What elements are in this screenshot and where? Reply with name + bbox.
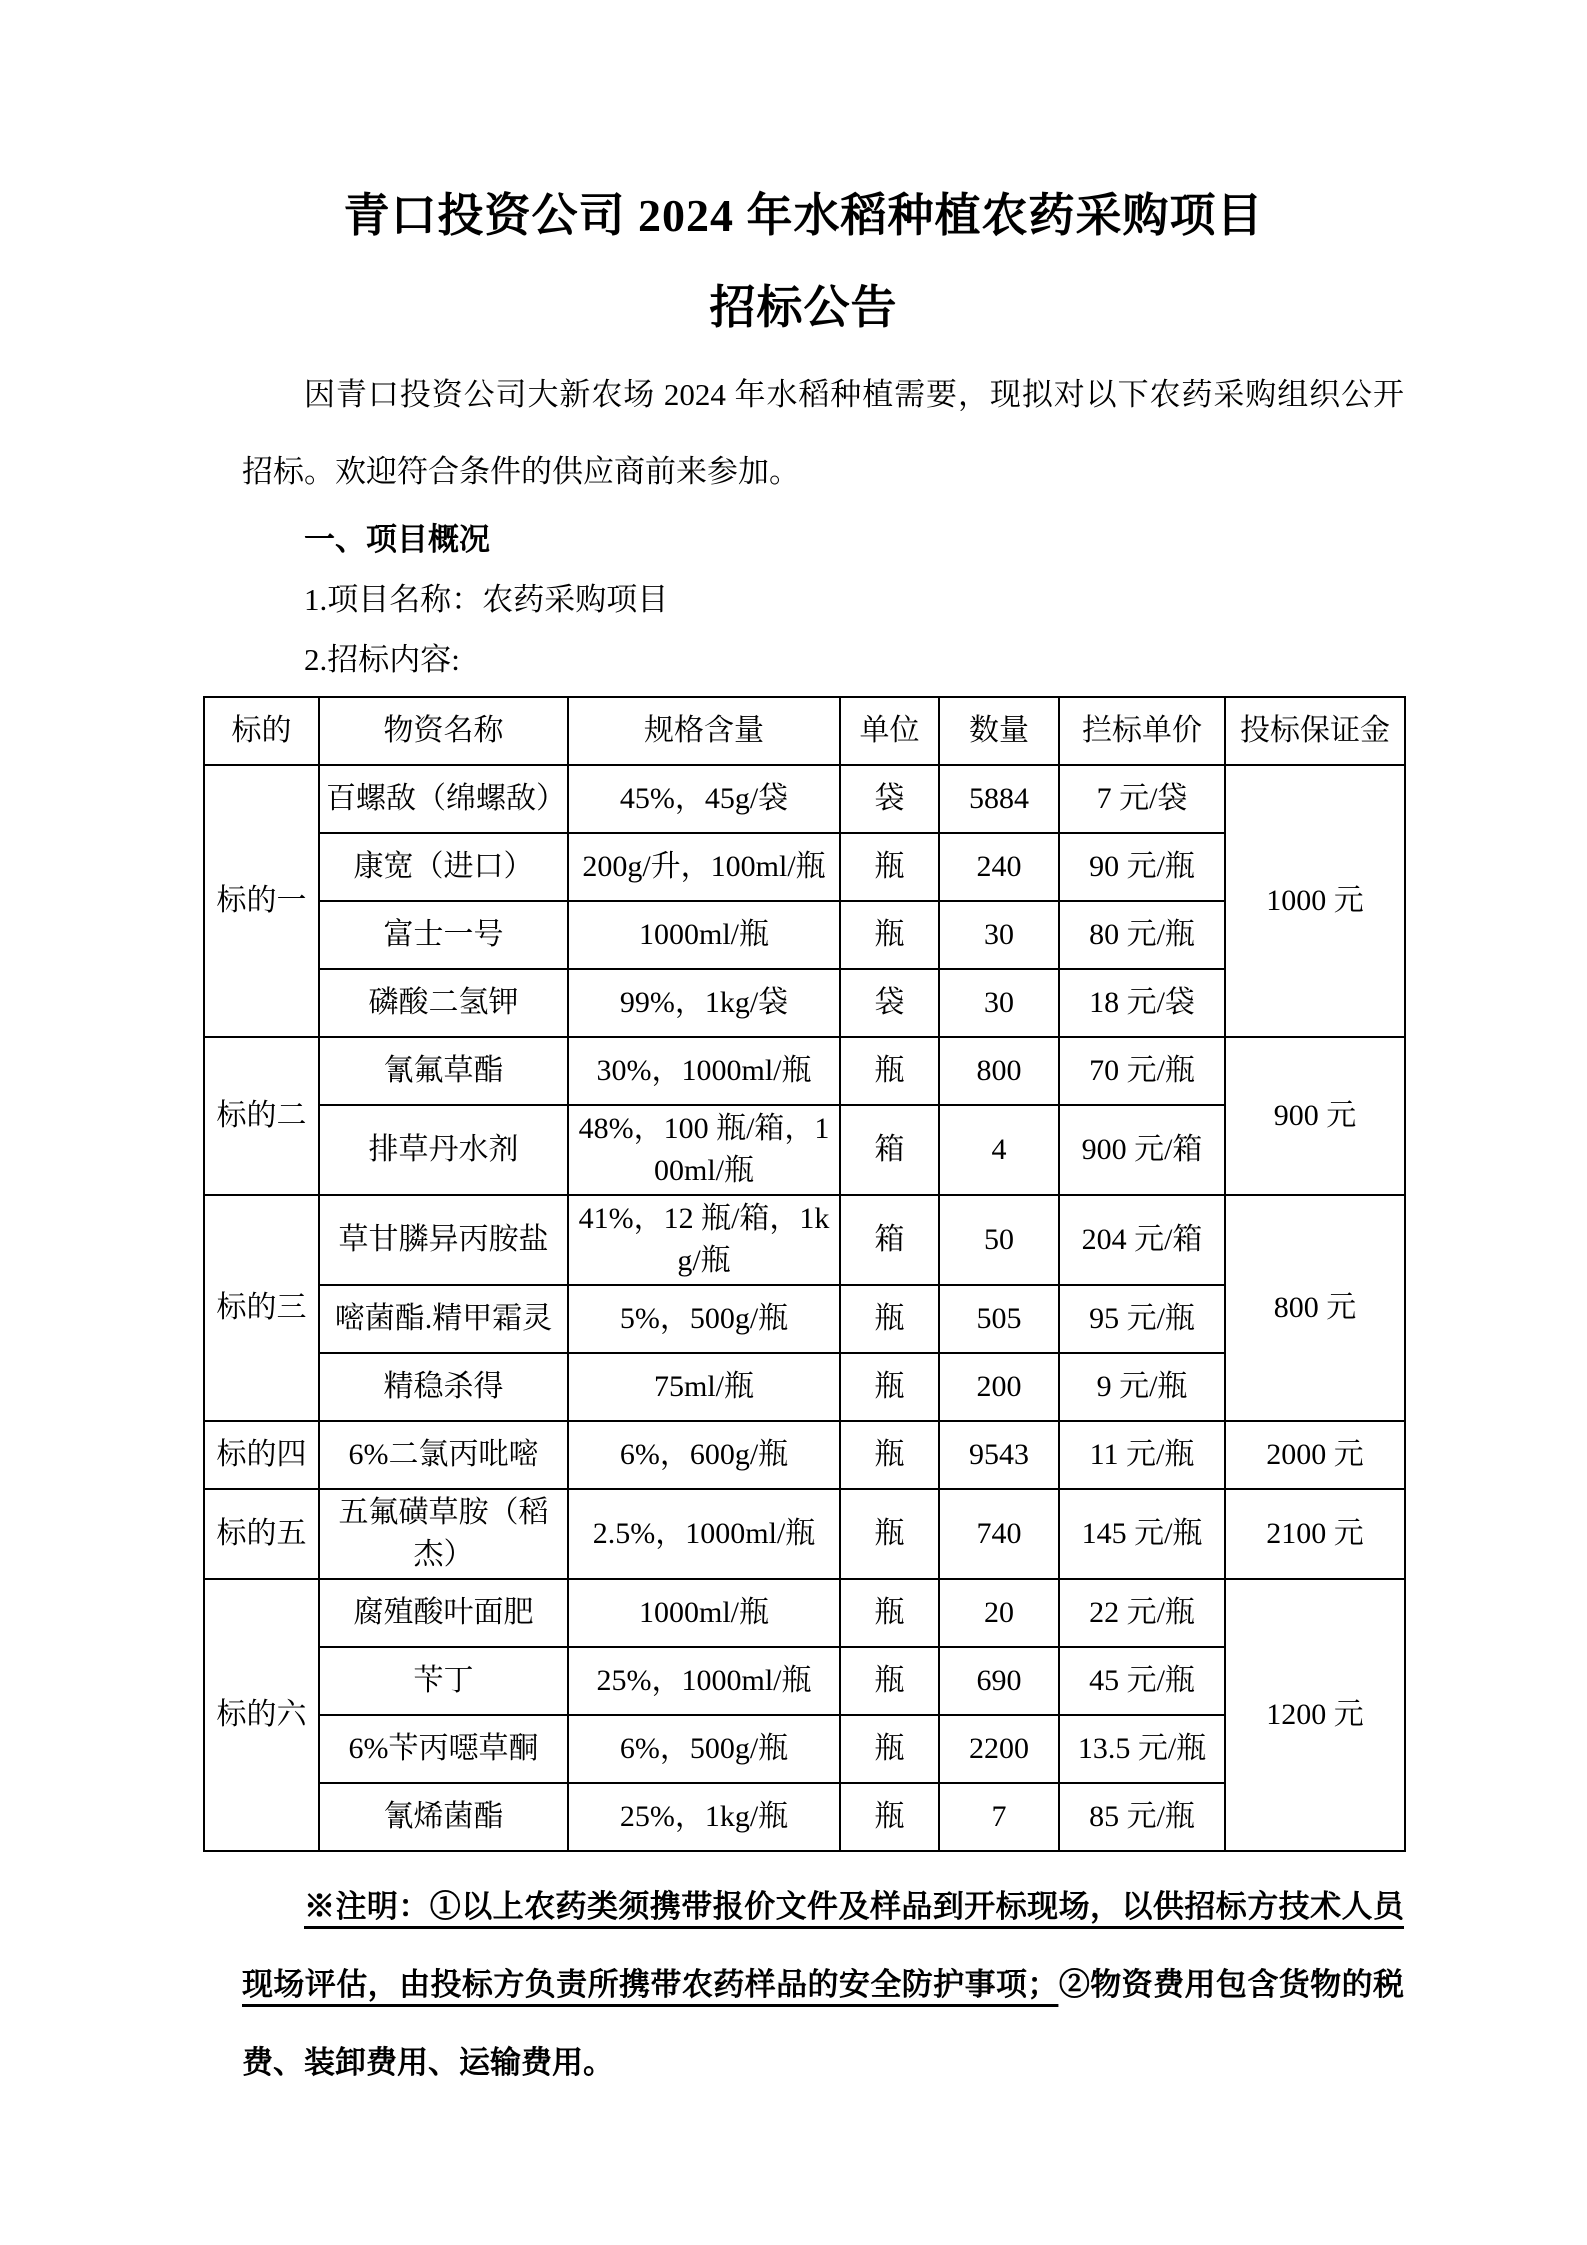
table-row [204,1489,1405,1579]
lot-label: 标的四 [204,1421,319,1489]
unit: 瓶 [840,1579,939,1647]
lot-label: 标的六 [204,1579,319,1851]
unit: 袋 [840,969,939,1037]
spec: 1000ml/瓶 [568,901,840,969]
table-header-row [204,697,1405,765]
spec: 75ml/瓶 [568,1353,840,1421]
unit: 瓶 [840,1783,939,1851]
cap-price: 85 元/瓶 [1059,1783,1225,1851]
table-row [204,1647,1405,1715]
header-quantity: 数量 [939,697,1059,765]
spec: 6%，500g/瓶 [568,1715,840,1783]
quantity: 9543 [939,1421,1059,1489]
spec: 1000ml/瓶 [568,1579,840,1647]
note-paragraph [242,1868,1404,2102]
header-material-name: 物资名称 [319,697,568,765]
cap-price: 95 元/瓶 [1059,1285,1225,1353]
material-name: 排草丹水剂 [319,1105,568,1195]
spec: 5%，500g/瓶 [568,1285,840,1353]
quantity: 240 [939,833,1059,901]
material-name: 6%苄丙噁草酮 [319,1715,568,1783]
spec: 25%，1000ml/瓶 [568,1647,840,1715]
quantity: 4 [939,1105,1059,1195]
lot-label: 标的一 [204,765,319,1037]
unit: 瓶 [840,1037,939,1105]
table-row [204,1037,1405,1105]
spec: 25%，1kg/瓶 [568,1783,840,1851]
material-name: 氰氟草酯 [319,1037,568,1105]
quantity: 800 [939,1037,1059,1105]
material-name: 精稳杀得 [319,1353,568,1421]
table-row [204,969,1405,1037]
cap-price: 70 元/瓶 [1059,1037,1225,1105]
cap-price: 9 元/瓶 [1059,1353,1225,1421]
material-name: 富士一号 [319,901,568,969]
table-row [204,901,1405,969]
section-heading-overview: 一、项目概况 [304,522,490,557]
spec: 6%，600g/瓶 [568,1421,840,1489]
unit: 瓶 [840,1353,939,1421]
quantity: 30 [939,969,1059,1037]
quantity: 50 [939,1195,1059,1285]
table-row [204,1421,1405,1489]
quantity: 2200 [939,1715,1059,1783]
cap-price: 900 元/箱 [1059,1105,1225,1195]
bid-content-line: 2.招标内容: [304,642,460,677]
project-name-line: 1.项目名称：农药采购项目 [304,582,669,617]
quantity: 30 [939,901,1059,969]
header-cap-price: 拦标单价 [1059,697,1225,765]
material-name: 康宽（进口） [319,833,568,901]
deposit: 900 元 [1225,1037,1405,1195]
cap-price: 145 元/瓶 [1059,1489,1225,1579]
deposit: 800 元 [1225,1195,1405,1421]
quantity: 740 [939,1489,1059,1579]
lot-label: 标的二 [204,1037,319,1195]
lot-label: 标的五 [204,1489,319,1579]
header-spec: 规格含量 [568,697,840,765]
deposit: 2000 元 [1225,1421,1405,1489]
cap-price: 45 元/瓶 [1059,1647,1225,1715]
spec: 30%，1000ml/瓶 [568,1037,840,1105]
header-lot: 标的 [204,697,319,765]
quantity: 690 [939,1647,1059,1715]
material-name: 五氟磺草胺（稻杰） [319,1489,568,1579]
spec: 200g/升，100ml/瓶 [568,833,840,901]
unit: 瓶 [840,833,939,901]
lot-label: 标的三 [204,1195,319,1421]
header-bid-deposit: 投标保证金 [1225,697,1405,765]
unit: 箱 [840,1195,939,1285]
quantity: 20 [939,1579,1059,1647]
table-row [204,1285,1405,1353]
table-row [204,765,1405,833]
spec: 48%，100 瓶/箱，100ml/瓶 [568,1105,840,1195]
spec: 2.5%，1000ml/瓶 [568,1489,840,1579]
table-row [204,1579,1405,1647]
page-title: 青口投资公司 2024 年水稻种植农药采购项目 [343,190,1264,241]
deposit: 1200 元 [1225,1579,1405,1851]
cap-price: 204 元/箱 [1059,1195,1225,1285]
cap-price: 80 元/瓶 [1059,901,1225,969]
table-row [204,1783,1405,1851]
procurement-table [203,696,1406,1852]
material-name: 嘧菌酯.精甲霜灵 [319,1285,568,1353]
quantity: 5884 [939,765,1059,833]
material-name: 6%二氯丙吡嘧 [319,1421,568,1489]
cap-price: 11 元/瓶 [1059,1421,1225,1489]
unit: 瓶 [840,1715,939,1783]
deposit: 2100 元 [1225,1489,1405,1579]
note-underlined-text: ※注明：①以上农药类须携带报价文件及样品到开标现场，以供招标方技术人员现场评估，由投标方负责所携带农药样品的安全防护事项； [242,1889,1404,2002]
cap-price: 18 元/袋 [1059,969,1225,1037]
unit: 瓶 [840,1285,939,1353]
unit: 袋 [840,765,939,833]
quantity: 200 [939,1353,1059,1421]
material-name: 百螺敌（绵螺敌） [319,765,568,833]
unit: 瓶 [840,1489,939,1579]
table-row [204,1715,1405,1783]
unit: 箱 [840,1105,939,1195]
material-name: 腐殖酸叶面肥 [319,1579,568,1647]
spec: 45%，45g/袋 [568,765,840,833]
intro-paragraph: 因青口投资公司大新农场 2024 年水稻种植需要，现拟对以下农药采购组织公开招标。欢迎符合条件的供应商前来参加。 [242,377,1404,489]
spec: 99%，1kg/袋 [568,969,840,1037]
unit: 瓶 [840,1421,939,1489]
table-row [204,1105,1405,1195]
spec: 41%，12 瓶/箱，1kg/瓶 [568,1195,840,1285]
deposit: 1000 元 [1225,765,1405,1037]
cap-price: 13.5 元/瓶 [1059,1715,1225,1783]
material-name: 氰烯菌酯 [319,1783,568,1851]
material-name: 苄丁 [319,1647,568,1715]
quantity: 505 [939,1285,1059,1353]
table-row [204,833,1405,901]
material-name: 草甘膦异丙胺盐 [319,1195,568,1285]
page-subtitle: 招标公告 [709,282,898,333]
material-name: 磷酸二氢钾 [319,969,568,1037]
quantity: 7 [939,1783,1059,1851]
table-row [204,1195,1405,1285]
unit: 瓶 [840,1647,939,1715]
cap-price: 90 元/瓶 [1059,833,1225,901]
note-rest-text: ②物资费用包含货物的税费、装卸费用、运输费用。 [242,1967,1405,2080]
cap-price: 7 元/袋 [1059,765,1225,833]
table-row [204,1353,1405,1421]
unit: 瓶 [840,901,939,969]
header-unit: 单位 [840,697,939,765]
cap-price: 22 元/瓶 [1059,1579,1225,1647]
